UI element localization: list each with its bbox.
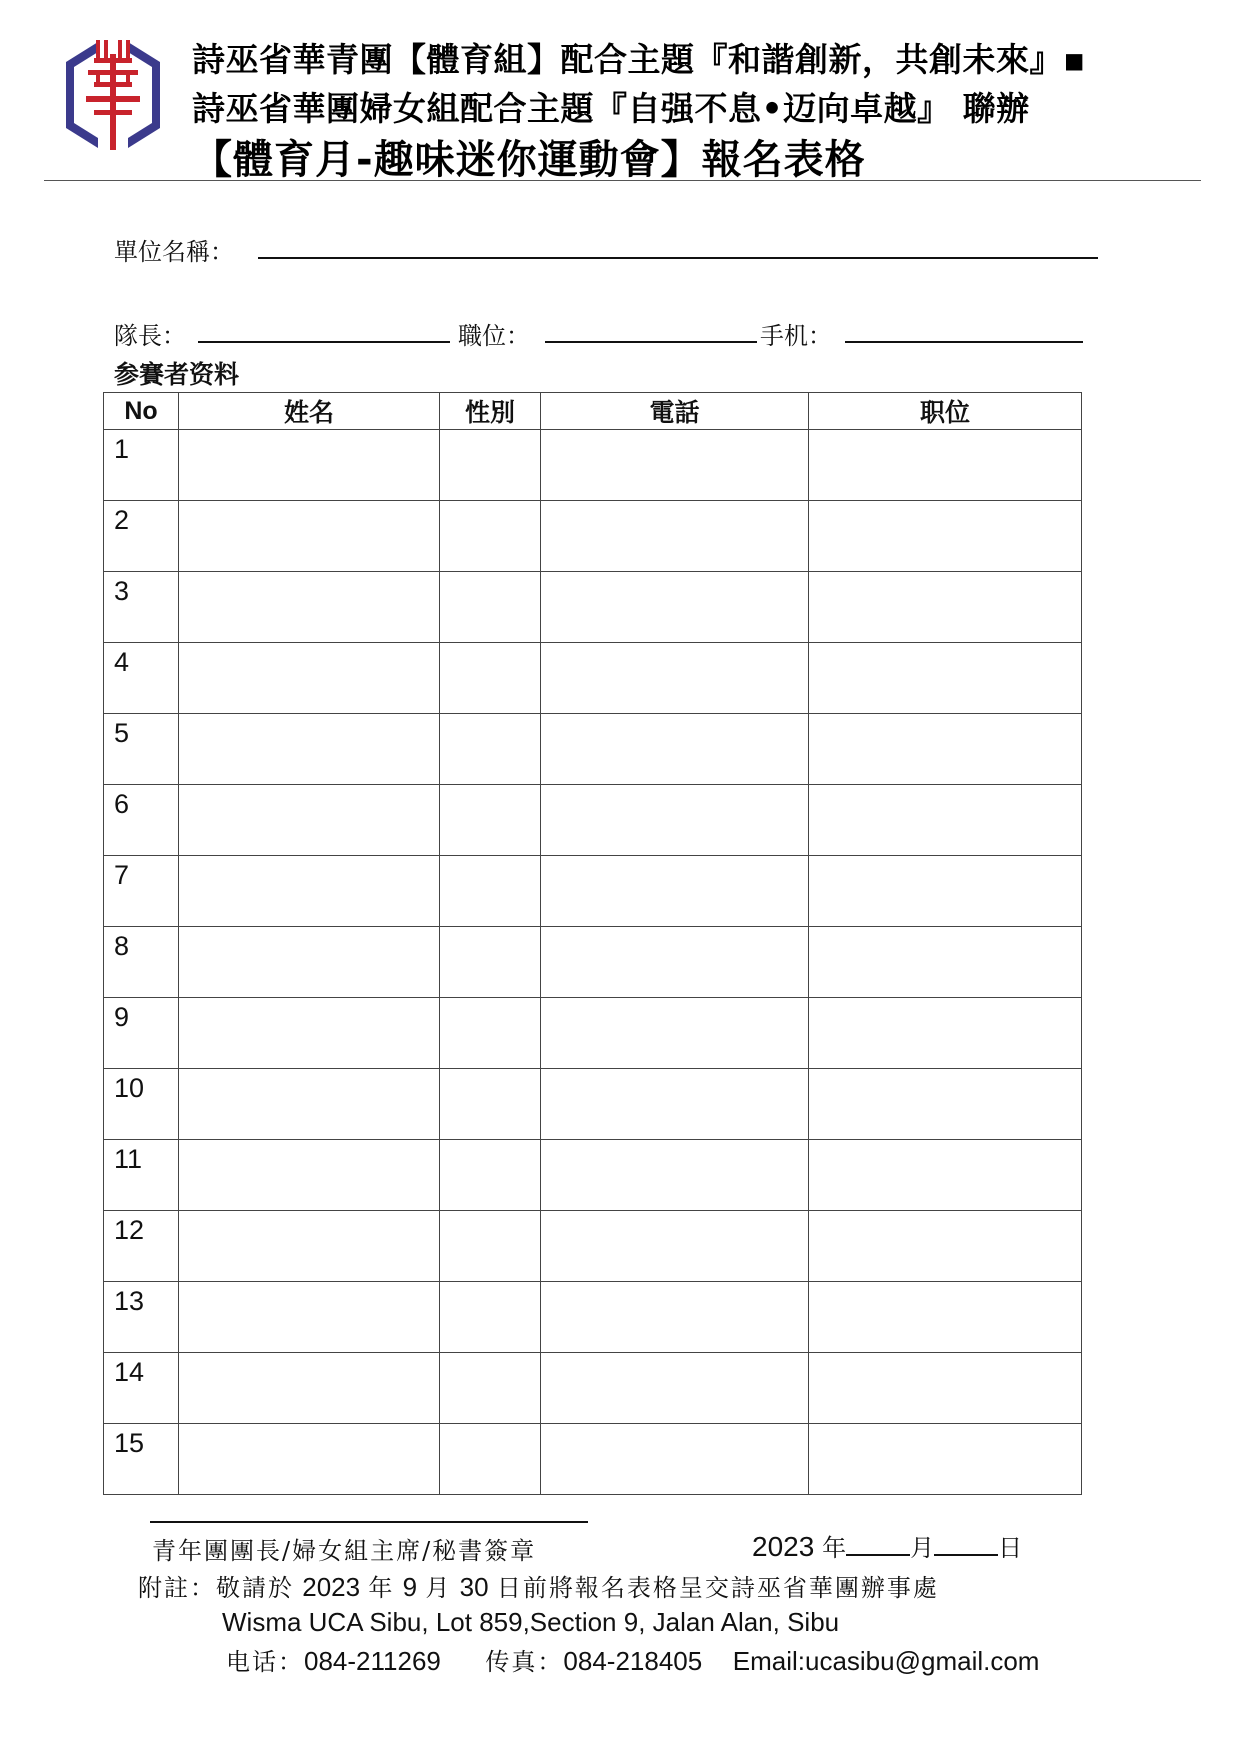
mobile-label: 手机： <box>760 322 832 350</box>
phone-cell[interactable] <box>541 1353 809 1424</box>
phone-label: 电话： <box>226 1648 304 1676</box>
header-title-line-1: 詩巫省華青團【體育組】配合主題『和諧創新，共創未來』▪ <box>192 40 1086 79</box>
row-number: 11 <box>104 1140 179 1211</box>
captain-field[interactable] <box>198 341 450 343</box>
gender-cell[interactable] <box>440 1424 541 1495</box>
phone-cell[interactable] <box>541 927 809 998</box>
table-row <box>104 785 1082 856</box>
name-cell[interactable] <box>179 430 440 501</box>
position-cell[interactable] <box>809 572 1082 643</box>
fax-number: 084-218405 <box>563 1646 703 1676</box>
name-cell[interactable] <box>179 785 440 856</box>
table-row <box>104 643 1082 714</box>
address-text: Wisma UCA Sibu, Lot 859,Section 9, Jalan Alan, Sibu <box>222 1607 840 1637</box>
phone-cell[interactable] <box>541 998 809 1069</box>
position-cell[interactable] <box>809 1211 1082 1282</box>
table-row <box>104 1069 1082 1140</box>
table-row <box>104 1424 1082 1495</box>
table-row <box>104 1211 1082 1282</box>
gender-cell[interactable] <box>440 785 541 856</box>
position-cell[interactable] <box>809 1424 1082 1495</box>
column-header-position: 职位 <box>809 393 1082 430</box>
phone-number: 084-211269 <box>304 1646 441 1676</box>
row-number: 6 <box>104 785 179 856</box>
phone-cell[interactable] <box>541 1211 809 1282</box>
name-cell[interactable] <box>179 1211 440 1282</box>
phone-cell[interactable] <box>541 785 809 856</box>
note-year-char: 年 <box>368 1574 395 1602</box>
deadline-note <box>138 1568 939 1603</box>
captain-label: 隊長： <box>114 322 186 350</box>
row-number: 7 <box>104 856 179 927</box>
position-cell[interactable] <box>809 643 1082 714</box>
table-row <box>104 714 1082 785</box>
unit-name-label: 單位名稱： <box>114 238 234 266</box>
phone-cell[interactable] <box>541 643 809 714</box>
gender-cell[interactable] <box>440 856 541 927</box>
gender-cell[interactable] <box>440 1211 541 1282</box>
note-month-char: 月 <box>425 1574 452 1602</box>
gender-cell[interactable] <box>440 1282 541 1353</box>
position-cell[interactable] <box>809 998 1082 1069</box>
position-cell[interactable] <box>809 501 1082 572</box>
gender-cell[interactable] <box>440 998 541 1069</box>
month-blank[interactable] <box>846 1532 910 1556</box>
gender-cell[interactable] <box>440 643 541 714</box>
name-cell[interactable] <box>179 1353 440 1424</box>
position-cell[interactable] <box>809 927 1082 998</box>
position-cell[interactable] <box>809 714 1082 785</box>
name-cell[interactable] <box>179 1282 440 1353</box>
table-row <box>104 856 1082 927</box>
table-row <box>104 1353 1082 1424</box>
participants-section-label: 参賽者资料 <box>114 360 240 389</box>
table-row <box>104 998 1082 1069</box>
phone-cell[interactable] <box>541 714 809 785</box>
gender-cell[interactable] <box>440 430 541 501</box>
position-cell[interactable] <box>809 1140 1082 1211</box>
table-row <box>104 1282 1082 1353</box>
position-cell[interactable] <box>809 1353 1082 1424</box>
date-month-char: 月 <box>910 1534 935 1562</box>
phone-cell[interactable] <box>541 572 809 643</box>
name-cell[interactable] <box>179 501 440 572</box>
row-number: 13 <box>104 1282 179 1353</box>
phone-cell[interactable] <box>541 430 809 501</box>
office-address <box>222 1607 839 1638</box>
position-label: 職位： <box>458 322 530 350</box>
participants-table <box>103 392 1082 1495</box>
contact-line <box>226 1642 1039 1677</box>
name-cell[interactable] <box>179 927 440 998</box>
gender-cell[interactable] <box>440 1140 541 1211</box>
phone-cell[interactable] <box>541 1282 809 1353</box>
name-cell[interactable] <box>179 1140 440 1211</box>
position-cell[interactable] <box>809 1069 1082 1140</box>
name-cell[interactable] <box>179 714 440 785</box>
name-cell[interactable] <box>179 1069 440 1140</box>
organization-logo <box>58 34 168 156</box>
header-title-line-2: 詩巫省華團婦女組配合主題『自强不息•迈向卓越』 聯辦 <box>192 89 1030 128</box>
gender-cell[interactable] <box>440 714 541 785</box>
phone-cell[interactable] <box>541 1424 809 1495</box>
header-divider <box>44 180 1201 181</box>
row-number: 4 <box>104 643 179 714</box>
date-year: 2023 <box>752 1531 815 1562</box>
column-header-name: 姓名 <box>179 393 440 430</box>
name-cell[interactable] <box>179 998 440 1069</box>
phone-cell[interactable] <box>541 1069 809 1140</box>
email-address: Email:ucasibu@gmail.com <box>732 1646 1040 1676</box>
name-cell[interactable] <box>179 856 440 927</box>
table-row <box>104 927 1082 998</box>
name-cell[interactable] <box>179 643 440 714</box>
table-header-row <box>104 393 1082 430</box>
column-header-phone: 電話 <box>541 393 809 430</box>
form-title: 【體育月-趣味迷你運動會】報名表格 <box>192 137 866 183</box>
table-row <box>104 1140 1082 1211</box>
gender-cell[interactable] <box>440 501 541 572</box>
column-header-no: No <box>104 393 179 430</box>
name-cell[interactable] <box>179 572 440 643</box>
row-number: 12 <box>104 1211 179 1282</box>
row-number: 1 <box>104 430 179 501</box>
note-rest: 日前將報名表格呈交詩巫省華團辦事處 <box>496 1574 939 1602</box>
fax-label: 传真： <box>485 1648 564 1676</box>
mobile-field[interactable] <box>845 341 1083 343</box>
row-number: 14 <box>104 1353 179 1424</box>
note-month: 9 <box>402 1572 418 1602</box>
note-year: 2023 <box>302 1572 361 1602</box>
phone-cell[interactable] <box>541 1140 809 1211</box>
row-number: 2 <box>104 501 179 572</box>
note-prefix: 附註：敬請於 <box>138 1574 294 1602</box>
row-number: 5 <box>104 714 179 785</box>
note-day: 30 <box>459 1572 489 1602</box>
unit-name-field[interactable] <box>258 257 1098 259</box>
row-number: 8 <box>104 927 179 998</box>
position-cell[interactable] <box>809 1282 1082 1353</box>
row-number: 15 <box>104 1424 179 1495</box>
gender-cell[interactable] <box>440 927 541 998</box>
gender-cell[interactable] <box>440 1069 541 1140</box>
day-blank[interactable] <box>934 1532 998 1556</box>
phone-cell[interactable] <box>541 501 809 572</box>
signature-line[interactable] <box>150 1521 588 1523</box>
date-year-char: 年 <box>822 1534 847 1562</box>
row-number: 3 <box>104 572 179 643</box>
phone-cell[interactable] <box>541 856 809 927</box>
position-cell[interactable] <box>809 856 1082 927</box>
position-cell[interactable] <box>809 430 1082 501</box>
name-cell[interactable] <box>179 1424 440 1495</box>
table-row <box>104 501 1082 572</box>
gender-cell[interactable] <box>440 572 541 643</box>
position-field[interactable] <box>545 341 757 343</box>
position-cell[interactable] <box>809 785 1082 856</box>
table-row <box>104 430 1082 501</box>
date-day-char: 日 <box>998 1534 1023 1562</box>
column-header-gender: 性別 <box>440 393 541 430</box>
row-number: 9 <box>104 998 179 1069</box>
row-number: 10 <box>104 1069 179 1140</box>
signature-label: 青年團團長/婦女組主席/秘書簽章 <box>152 1537 537 1565</box>
table-row <box>104 572 1082 643</box>
date-field <box>752 1528 1022 1563</box>
gender-cell[interactable] <box>440 1353 541 1424</box>
